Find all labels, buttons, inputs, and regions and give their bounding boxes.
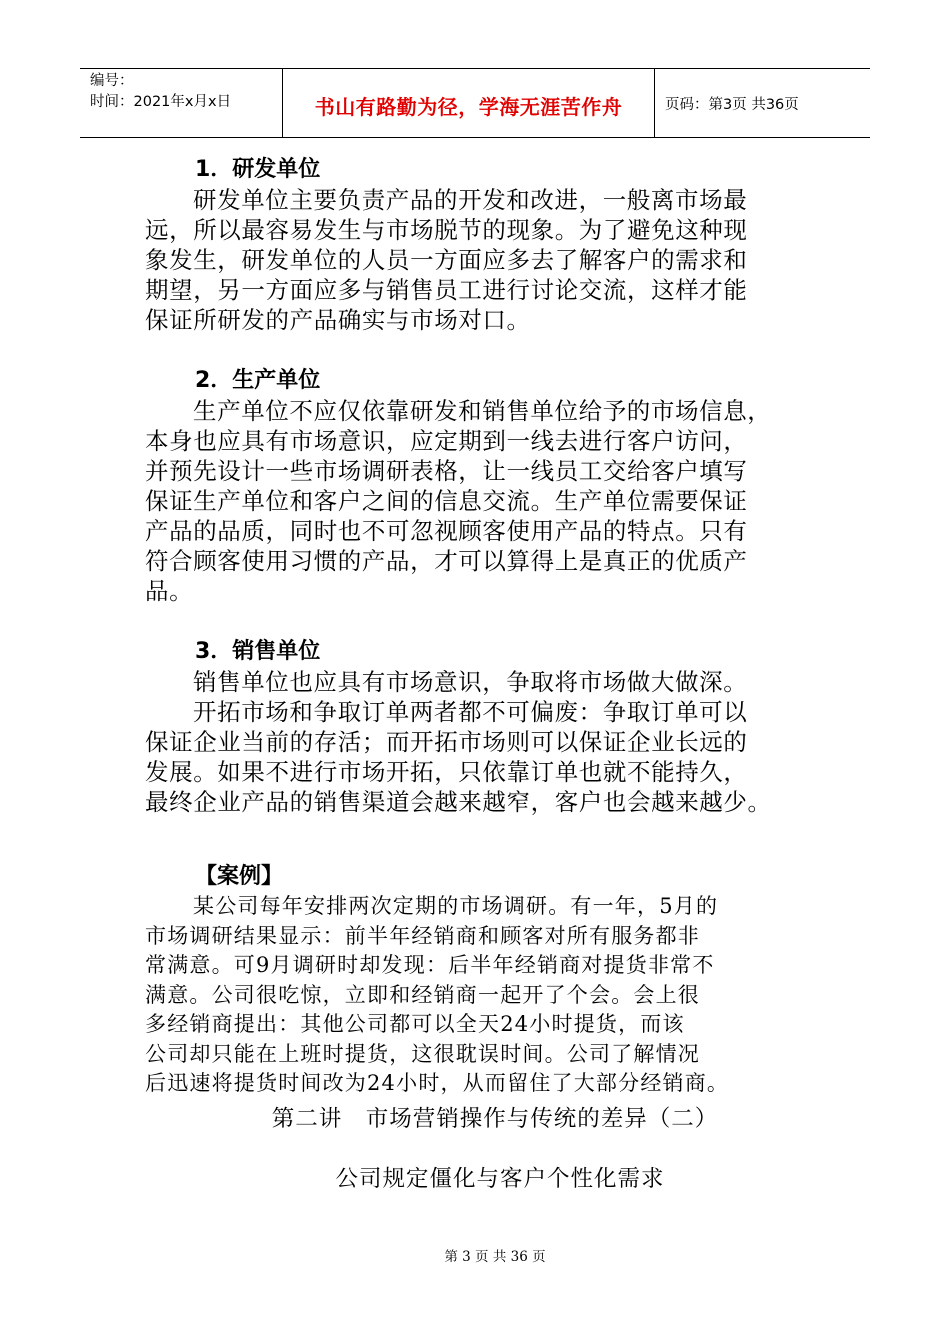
paragraph-line: 远，所以最容易发生与市场脱节的现象。为了避免这种现 [145, 216, 748, 244]
header-page-label: 页码：第3页 共36页 [665, 97, 799, 113]
paragraph-line: 研发单位主要负责产品的开发和改进，一般离市场最 [193, 186, 748, 214]
paragraph-line: 最终企业产品的销售渠道会越来越窄，客户也会越来越少。 [145, 788, 772, 816]
paragraph-line: 生产单位不应仅依靠研发和销售单位给予的市场信息， [193, 397, 772, 425]
case-paragraph [145, 892, 815, 1099]
header-motto: 书山有路勤为径，学海无涯苦作舟 [314, 94, 623, 119]
paragraph-line: 符合顾客使用习惯的产品，才可以算得上是真正的优质产 [145, 547, 748, 575]
paragraph-line: 开拓市场和争取订单两者都不可偏废：争取订单可以 [193, 698, 748, 726]
paragraph-line: 常满意。可9月调研时却发现：后半年经销商对提货非常不 [145, 953, 715, 977]
paragraph-line: 市场调研结果显示：前半年经销商和顾客对所有服务都非 [145, 923, 700, 948]
section-paragraph [145, 697, 815, 817]
paragraph-line: 销售单位也应具有市场意识，争取将市场做大做深。 [193, 668, 748, 696]
paragraph-line: 象发生，研发单位的人员一方面应多去了解客户的需求和 [145, 246, 748, 274]
lecture-subtitle: 公司规定僵化与客户个性化需求 [335, 1166, 665, 1192]
page-footer: 第 3 页 共 36 页 [444, 1249, 546, 1265]
section-title: 3．销售单位 [195, 639, 321, 664]
paragraph-line: 保证生产单位和客户之间的信息交流。生产单位需要保证 [145, 487, 748, 515]
document-body [145, 155, 815, 1099]
header-meta [80, 69, 283, 137]
section-paragraph [145, 396, 815, 606]
header-motto-cell [283, 69, 655, 137]
paragraph-line: 期望，另一方面应多与销售员工进行讨论交流，这样才能 [145, 276, 748, 304]
paragraph-line: 满意。公司很吃惊，立即和经销商一起开了个会。会上很 [145, 982, 700, 1007]
paragraph-line: 某公司每年安排两次定期的市场调研。有一年，5月的 [193, 894, 719, 918]
lecture-title: 第二讲 市场营销操作与传统的差异（二） [271, 1106, 719, 1132]
document-time-label: 时间：2021年x月x日 [90, 94, 232, 110]
paragraph-line: 多经销商提出：其他公司都可以全天24小时提货，而该 [145, 1012, 685, 1036]
document-number-label: 编号： [90, 73, 134, 89]
paragraph-line: 后迅速将提货时间改为24小时，从而留住了大部分经销商。 [145, 1071, 730, 1095]
section-title: 2．生产单位 [195, 368, 321, 393]
section-paragraph [145, 185, 815, 335]
paragraph-line: 保证企业当前的存活；而开拓市场则可以保证企业长远的 [145, 728, 748, 756]
paragraph-line: 并预先设计一些市场调研表格，让一线员工交给客户填写 [145, 457, 748, 485]
paragraph-line: 保证所研发的产品确实与市场对口。 [145, 306, 531, 334]
header-page-info [655, 69, 870, 137]
section-paragraph [145, 667, 815, 697]
section-title: 1．研发单位 [195, 157, 321, 182]
paragraph-line: 产品的品质，同时也不可忽视顾客使用产品的特点。只有 [145, 517, 748, 545]
paragraph-line: 本身也应具有市场意识，应定期到一线去进行客户访问， [145, 427, 748, 455]
page-header [80, 68, 870, 138]
paragraph-line: 品。 [145, 577, 194, 605]
paragraph-line: 公司却只能在上班时提货，这很耽误时间。公司了解情况 [145, 1041, 700, 1066]
case-title: 【案例】 [195, 864, 284, 889]
paragraph-line: 发展。如果不进行市场开拓，只依靠订单也就不能持久， [145, 758, 748, 786]
